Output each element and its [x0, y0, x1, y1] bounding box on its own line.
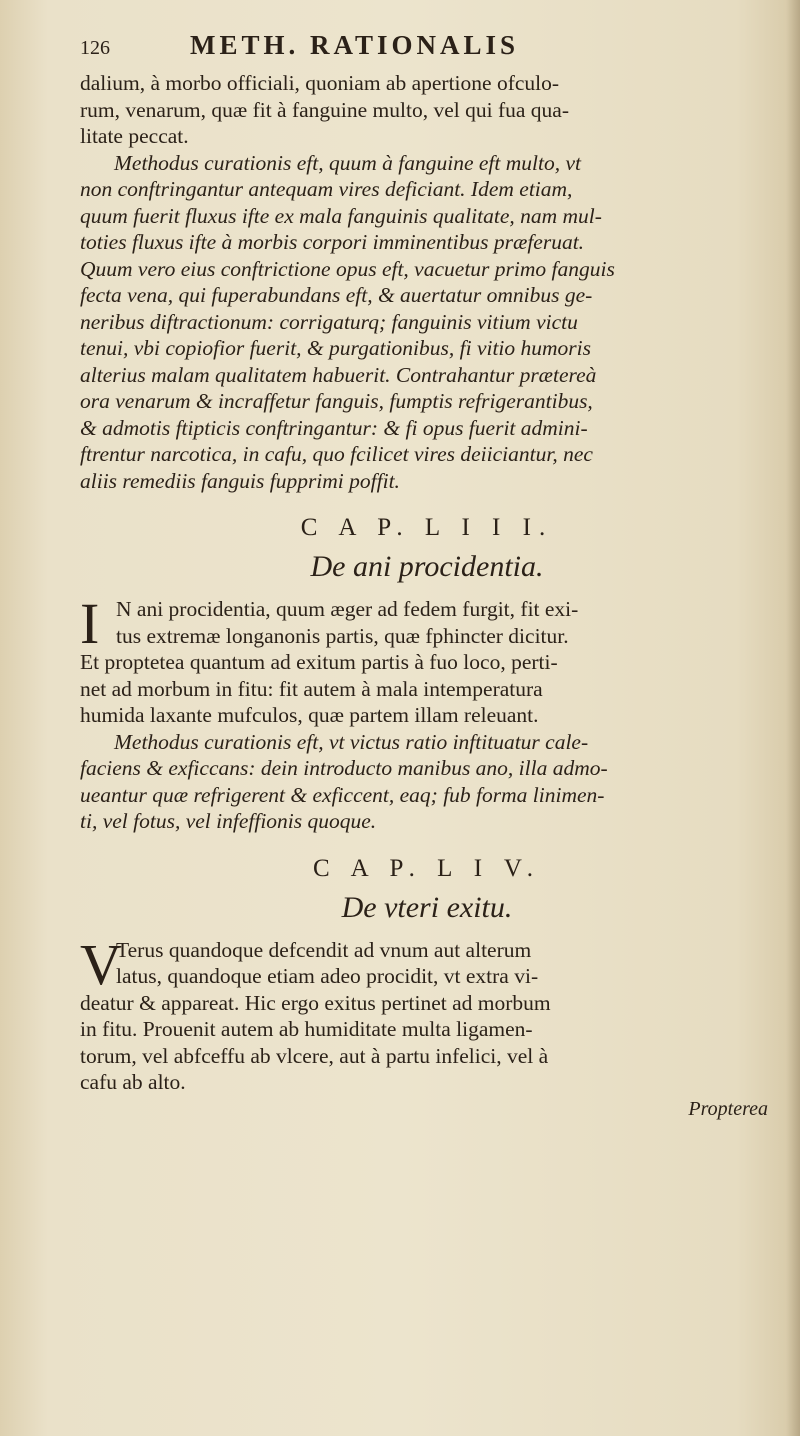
page-number: 126: [80, 37, 110, 59]
text-line: Quum vero eius conftrictione opus eft, vacuetur primo fanguis: [80, 256, 615, 281]
text-line: N ani procidentia, quum æger ad fedem furgit, fit exi-: [116, 597, 579, 621]
text-line: tenui, vbi copiofior fuerit, & purgationibus, fi vitio humoris: [80, 336, 592, 360]
text-line: faciens & exficcans: dein introducto manibus ano, illa admo-: [80, 756, 608, 780]
running-title: METH. RATIONALIS: [190, 30, 520, 60]
catchword: Propterea: [688, 1097, 768, 1120]
page-edge-shadow: [786, 0, 800, 1436]
text-line: ti, vel fotus, vel infeffionis quoque.: [80, 809, 377, 833]
chapter-title-53: De ani procidentia.: [310, 550, 544, 583]
paragraph-methodus-fluxus: [80, 150, 774, 495]
paragraph-vteri-exitu: [80, 931, 774, 1096]
text-line: neribus diftractionum: corrigaturq; fanguinis vitium victu: [80, 309, 578, 334]
text-line: non conftringantur antequam vires deficiant. Idem etiam,: [80, 177, 573, 201]
text-line: litate peccat.: [80, 124, 189, 148]
text-line: Methodus curationis eft, quum à fanguine eft multo, vt: [114, 150, 581, 175]
page-header: [80, 30, 774, 70]
text-line: deatur & appareat. Hic ergo exitus pertinet ad morbum: [80, 990, 551, 1015]
chapter-heading-53: C A P. L I I I.: [300, 514, 554, 541]
text-line: torum, vel abfceffu ab vlcere, aut à partu infelici, vel à: [80, 1043, 549, 1068]
drop-cap-letter: I: [80, 591, 100, 656]
chapter-heading-54: C A P. L I V.: [313, 854, 541, 882]
text-line: ftrentur narcotica, in cafu, quo fcilicet vires deiiciantur, nec: [80, 442, 593, 466]
text-line: toties fluxus ifte à morbis corpori imminentibus præferuat.: [80, 230, 585, 254]
paragraph-continuation: [80, 70, 774, 150]
text-line: alterius malam qualitatem habuerit. Contrahantur prætereà: [80, 362, 597, 387]
text-line: Methodus curationis eft, vt victus ratio inftituatur cale-: [114, 729, 589, 754]
text-line: Terus quandoque defcendit ad vnum aut alterum: [116, 937, 532, 962]
text-line: aliis remediis fanguis fupprimi poffit.: [80, 468, 400, 493]
text-line: cafu ab alto.: [80, 1070, 186, 1094]
text-line: net ad morbum in fitu: fit autem à mala intemperatura: [80, 676, 543, 701]
text-line: in fitu. Prouenit autem ab humiditate multa ligamen-: [80, 1017, 533, 1041]
chapter-title-54: De vteri exitu.: [341, 890, 513, 924]
text-line: dalium, à morbo officiali, quoniam ab apertione ofculo-: [80, 71, 560, 95]
paragraph-ani-procidentia: [80, 591, 774, 729]
text-line: ueantur quæ refrigerent & exficcent, eaq; fub forma linimen-: [80, 782, 605, 807]
text-line: humida laxante mufculos, quæ partem illam releuant.: [80, 703, 539, 727]
text-line: & admotis ftipticis conftringantur: & fi opus fuerit admini-: [80, 415, 588, 440]
paragraph-methodus-ani: [80, 729, 774, 835]
text-line: ora venarum & incraffetur fanguis, fumptis refrigerantibus,: [80, 389, 593, 413]
text-line: Et proptetea quantum ad exitum partis à fuo loco, perti-: [80, 650, 558, 674]
text-line: quum fuerit fluxus ifte ex mala fanguinis qualitate, nam mul-: [80, 203, 602, 228]
text-line: latus, quandoque etiam adeo procidit, vt extra vi-: [116, 964, 539, 988]
text-line: rum, venarum, quæ fit à fanguine multo, vel qui fua qua-: [80, 97, 569, 122]
text-line: tus extremæ longanonis partis, quæ fphincter dicitur.: [116, 623, 569, 648]
text-line: fecta vena, qui fuperabundans eft, & auertatur omnibus ge-: [80, 283, 593, 307]
drop-cap-letter: V: [80, 931, 122, 997]
